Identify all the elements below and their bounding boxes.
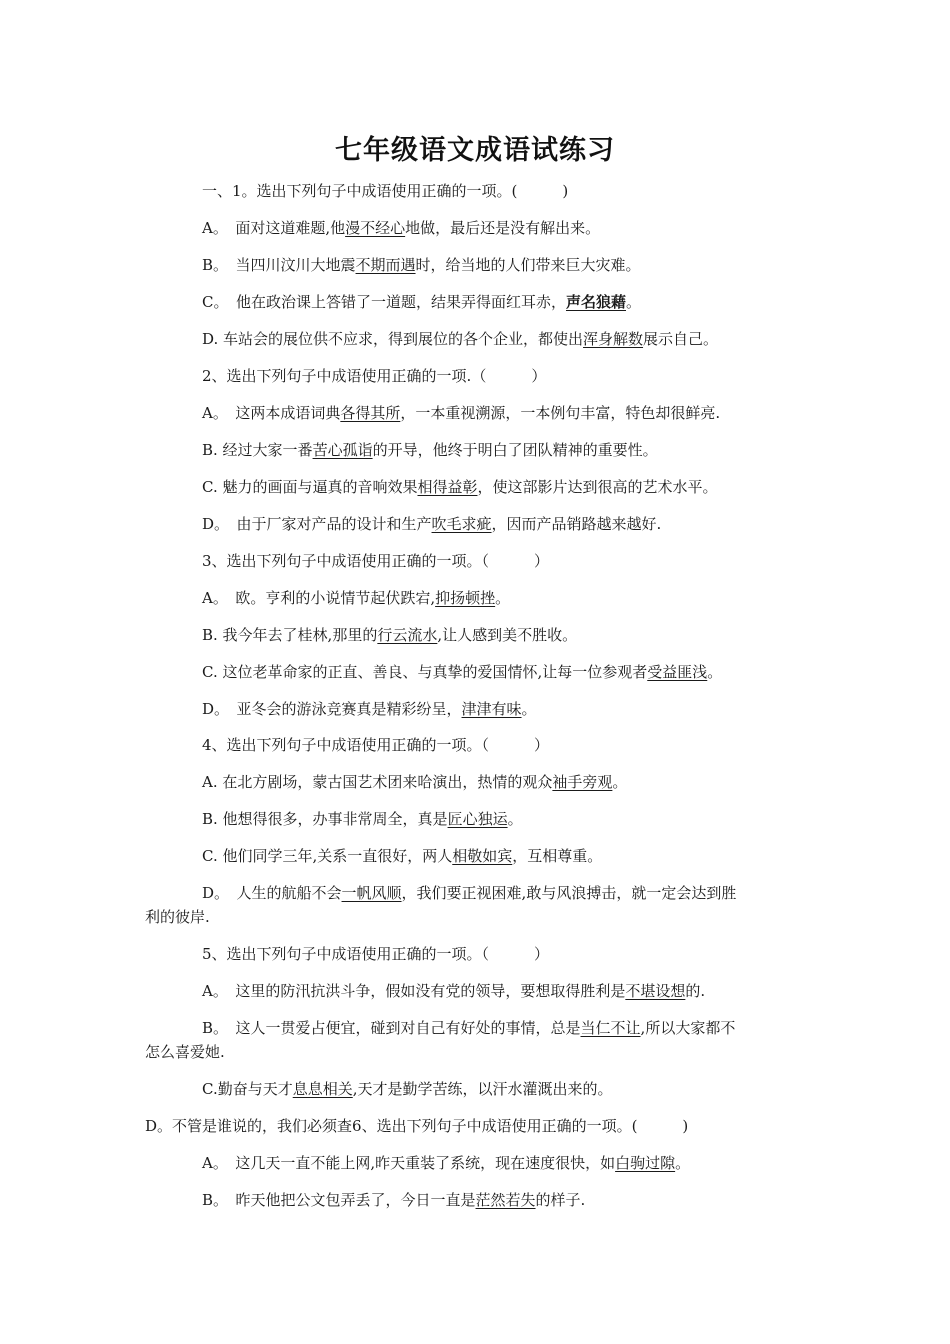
option-5c: C.勤奋与天才息息相关,天才是勤学苦练，以汗水灌溉出来的。 (202, 1080, 613, 1098)
idiom: 相敬如宾 (452, 847, 513, 865)
idiom: 袖手旁观 (552, 773, 613, 791)
option-2a: A。 这两本成语词典各得其所，一本重视溯源，一本例句丰富，特色却很鲜亮. (202, 404, 721, 422)
option-2b: B. 经过大家一番苦心孤诣的开导，他终于明白了团队精神的重要性。 (202, 441, 658, 459)
option-5d-and-question-6: D。不管是谁说的，我们必须查6、选出下列句子中成语使用正确的一项。( ) (145, 1117, 689, 1135)
idiom: 不期而遇 (355, 256, 416, 274)
option-5b-continued: 怎么喜爱她. (145, 1043, 225, 1061)
idiom: 苦心孤诣 (312, 441, 373, 459)
idiom: 各得其所 (340, 404, 401, 422)
idiom: 不堪设想 (625, 982, 686, 1000)
option-3a: A。 欧。亨利的小说情节起伏跌宕,抑扬顿挫。 (202, 589, 511, 607)
idiom: 息息相关 (292, 1080, 353, 1098)
idiom: 匠心独运 (447, 810, 508, 828)
idiom: 津津有味 (461, 700, 522, 718)
option-6a: A。 这几天一直不能上网,昨天重装了系统，现在速度很快，如白驹过隙。 (202, 1154, 691, 1172)
idiom: 茫然若失 (475, 1191, 536, 1209)
question-5: 5、选出下列句子中成语使用正确的一项。（ ） (202, 945, 550, 963)
option-4c: C. 他们同学三年,关系一直很好，两人相敬如宾，互相尊重。 (202, 847, 603, 865)
option-1d: D. 车站会的展位供不应求，得到展位的各个企业，都使出浑身解数展示自己。 (202, 330, 719, 348)
option-2d: D。 由于厂家对产品的设计和生产吹毛求疵，因而产品销路越来越好. (202, 515, 662, 533)
idiom: 白驹过隙 (615, 1154, 676, 1172)
option-4a: A. 在北方剧场，蒙古国艺术团来哈演出，热情的观众袖手旁观。 (202, 773, 628, 791)
idiom: 漫不经心 (345, 219, 406, 237)
option-4d-continued: 利的彼岸. (145, 908, 210, 926)
question-3: 3、选出下列句子中成语使用正确的一项。（ ） (202, 552, 550, 570)
option-1a: A。 面对这道难题,他漫不经心地做，最后还是没有解出来。 (202, 219, 601, 237)
option-4d: D。 人生的航船不会一帆风顺，我们要正视困难,敢与风浪搏击，就一定会达到胜 (202, 884, 737, 902)
idiom: 当仁不让 (580, 1019, 641, 1037)
idiom: 相得益彰 (417, 478, 478, 496)
option-3c: C. 这位老革命家的正直、善良、与真挚的爱国情怀,让每一位参观者受益匪浅。 (202, 663, 723, 681)
question-4: 4、选出下列句子中成语使用正确的一项。（ ） (202, 736, 550, 754)
option-4b: B. 他想得很多，办事非常周全，真是匠心独运。 (202, 810, 523, 828)
option-3d: D。 亚冬会的游泳竞赛真是精彩纷呈，津津有味。 (202, 700, 537, 718)
idiom: 吹毛求疵 (431, 515, 492, 533)
idiom: 浑身解数 (583, 330, 644, 348)
idiom: 声名狼藉 (565, 293, 626, 311)
question-1: 一、1。选出下列句子中成语使用正确的一项。( ) (202, 182, 569, 200)
option-5b: B。 这人一贯爱占便宜，碰到对自己有好处的事情，总是当仁不让,所以大家都不 (202, 1019, 736, 1037)
option-1b: B。 当四川汶川大地震不期而遇时，给当地的人们带来巨大灾难。 (202, 256, 641, 274)
option-6b: B。 昨天他把公文包弄丢了，今日一直是茫然若失的样子. (202, 1191, 586, 1209)
page-title: 七年级语文成语试练习 (335, 135, 615, 166)
option-3b: B. 我今年去了桂林,那里的行云流水,让人感到美不胜收。 (202, 626, 578, 644)
option-2c: C. 魅力的画面与逼真的音响效果相得益彰，使这部影片达到很高的艺术水平。 (202, 478, 718, 496)
idiom: 行云流水 (377, 626, 438, 644)
option-1c: C。 他在政治课上答错了一道题，结果弄得面红耳赤，声名狼藉。 (202, 293, 642, 311)
idiom: 抑扬顿挫 (435, 589, 496, 607)
option-5a: A。 这里的防汛抗洪斗争，假如没有党的领导，要想取得胜利是不堪设想的. (202, 982, 706, 1000)
idiom: 一帆风顺 (341, 884, 402, 902)
idiom: 受益匪浅 (647, 663, 708, 681)
question-2: 2、选出下列句子中成语使用正确的一项.（ ） (202, 367, 547, 385)
